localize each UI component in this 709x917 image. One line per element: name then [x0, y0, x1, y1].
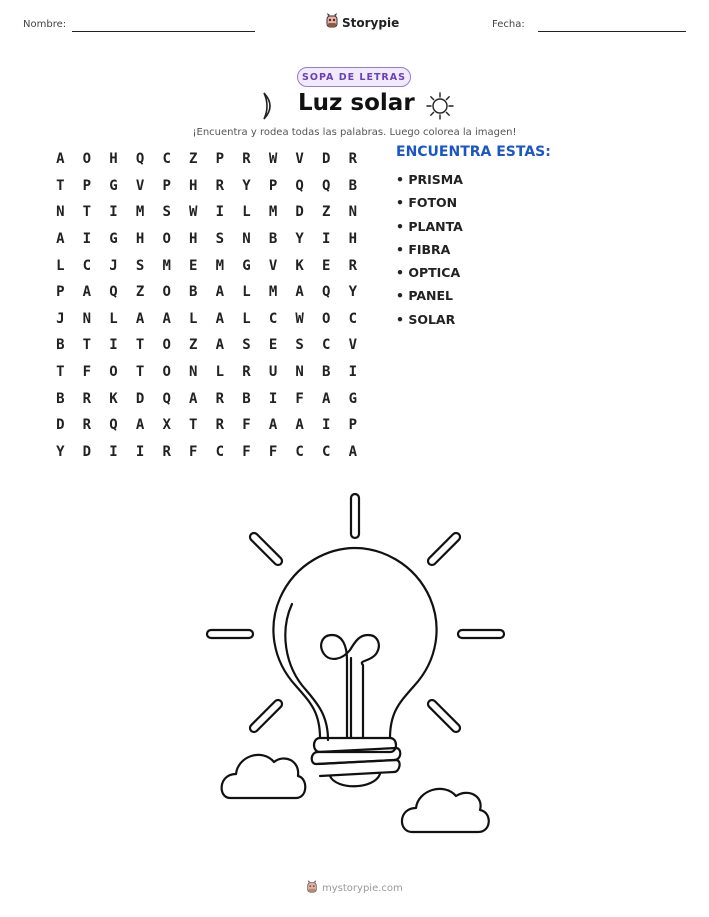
grid-letter[interactable]: W [295, 310, 304, 327]
grid-letter[interactable]: I [348, 364, 358, 381]
grid-letter[interactable]: L [215, 364, 225, 381]
grid-letter[interactable]: C [322, 337, 331, 354]
grid-letter[interactable]: V [268, 257, 278, 274]
grid-letter[interactable]: P [82, 177, 92, 194]
grid-letter[interactable]: A [268, 417, 278, 434]
grid-row [47, 146, 366, 173]
grid-letter[interactable]: R [348, 257, 358, 274]
grid-letter[interactable]: A [295, 284, 304, 301]
word-item: • PANEL [396, 288, 453, 304]
grid-letter[interactable]: A [135, 310, 145, 327]
letter-grid [47, 146, 366, 465]
grid-letter[interactable]: O [162, 364, 171, 381]
grid-letter[interactable]: B [268, 231, 278, 248]
grid-letter[interactable]: C [268, 310, 278, 327]
grid-letter[interactable]: C [322, 443, 331, 460]
grid-letter[interactable]: F [242, 417, 251, 434]
grid-letter[interactable]: K [295, 257, 304, 274]
grid-letter[interactable]: T [82, 204, 92, 221]
grid-letter[interactable]: L [109, 310, 118, 327]
grid-letter[interactable]: I [215, 204, 225, 221]
word-list-heading: ENCUENTRA ESTAS: [396, 144, 551, 160]
grid-letter[interactable]: I [268, 390, 278, 407]
grid-letter[interactable]: R [215, 390, 225, 407]
grid-letter[interactable]: S [162, 204, 171, 221]
grid-letter[interactable]: D [295, 204, 304, 221]
name-line[interactable] [72, 31, 255, 32]
grid-letter[interactable]: F [189, 443, 198, 460]
grid-row [47, 173, 366, 200]
grid-letter[interactable]: X [162, 417, 171, 434]
grid-letter[interactable]: B [189, 284, 198, 301]
grid-letter[interactable]: E [268, 337, 278, 354]
grid-letter[interactable]: U [268, 364, 278, 381]
grid-letter[interactable]: Z [189, 337, 198, 354]
grid-letter[interactable]: V [295, 151, 304, 168]
grid-row [47, 412, 366, 439]
grid-letter[interactable]: R [162, 443, 171, 460]
grid-letter[interactable]: Z [189, 151, 198, 168]
grid-row [47, 332, 366, 359]
grid-letter[interactable]: S [215, 231, 225, 248]
grid-letter[interactable]: A [189, 390, 198, 407]
grid-letter[interactable]: N [56, 204, 65, 221]
grid-letter[interactable]: A [162, 310, 171, 327]
word-item: • FIBRA [396, 241, 451, 257]
grid-letter[interactable]: Q [162, 390, 171, 407]
grid-letter[interactable]: W [189, 204, 198, 221]
grid-letter[interactable]: N [295, 364, 304, 381]
grid-letter[interactable]: B [348, 177, 358, 194]
grid-letter[interactable]: O [322, 310, 331, 327]
moon-icon [261, 91, 277, 125]
grid-letter[interactable]: I [82, 231, 92, 248]
grid-row [47, 439, 366, 466]
grid-letter[interactable]: C [295, 443, 304, 460]
grid-letter[interactable]: Q [322, 284, 331, 301]
grid-letter[interactable]: M [135, 204, 145, 221]
grid-letter[interactable]: R [215, 177, 225, 194]
name-label: Nombre: [23, 19, 67, 30]
sun-icon [425, 91, 455, 125]
grid-letter[interactable]: R [242, 364, 251, 381]
grid-letter[interactable]: Z [135, 284, 145, 301]
grid-letter[interactable]: C [162, 151, 171, 168]
grid-letter[interactable]: A [322, 390, 331, 407]
grid-letter[interactable]: L [189, 310, 198, 327]
grid-letter[interactable]: K [109, 390, 118, 407]
grid-letter[interactable]: R [82, 390, 92, 407]
grid-letter[interactable]: L [242, 204, 251, 221]
grid-letter[interactable]: B [322, 364, 331, 381]
grid-letter[interactable]: E [189, 257, 198, 274]
grid-letter[interactable]: E [322, 257, 331, 274]
grid-letter[interactable]: I [109, 204, 118, 221]
grid-letter[interactable]: V [348, 337, 358, 354]
grid-letter[interactable]: C [82, 257, 92, 274]
grid-letter[interactable]: H [189, 177, 198, 194]
word-item: • OPTICA [396, 265, 461, 281]
grid-letter[interactable]: H [348, 231, 358, 248]
grid-letter[interactable]: T [135, 364, 145, 381]
grid-letter[interactable]: N [82, 310, 92, 327]
grid-letter[interactable]: B [242, 390, 251, 407]
grid-letter[interactable]: S [135, 257, 145, 274]
grid-letter[interactable]: C [348, 310, 358, 327]
brand [325, 13, 399, 33]
grid-letter[interactable]: L [242, 284, 251, 301]
grid-letter[interactable]: T [135, 337, 145, 354]
grid-letter[interactable]: B [56, 390, 65, 407]
grid-letter[interactable]: B [56, 337, 65, 354]
lightbulb-illustration [200, 490, 510, 844]
grid-letter[interactable]: F [295, 390, 304, 407]
grid-letter[interactable]: I [322, 417, 331, 434]
grid-letter[interactable]: N [242, 231, 251, 248]
grid-letter[interactable]: V [135, 177, 145, 194]
date-line[interactable] [538, 31, 686, 32]
grid-letter[interactable]: D [322, 151, 331, 168]
word-item: • PLANTA [396, 218, 463, 234]
grid-letter[interactable]: A [215, 284, 225, 301]
footer [306, 879, 403, 898]
grid-letter[interactable]: L [242, 310, 251, 327]
grid-letter[interactable]: Y [242, 177, 251, 194]
grid-row [47, 306, 366, 333]
grid-letter[interactable]: R [215, 417, 225, 434]
grid-letter[interactable]: H [109, 151, 118, 168]
grid-row [47, 252, 366, 279]
grid-letter[interactable]: G [109, 231, 118, 248]
grid-row [47, 226, 366, 253]
grid-letter[interactable]: G [348, 390, 358, 407]
grid-letter[interactable]: T [56, 177, 65, 194]
grid-letter[interactable]: W [268, 151, 278, 168]
grid-letter[interactable]: P [162, 177, 171, 194]
grid-letter[interactable]: N [348, 204, 358, 221]
grid-letter[interactable]: H [189, 231, 198, 248]
grid-letter[interactable]: A [56, 231, 65, 248]
grid-letter[interactable]: R [242, 151, 251, 168]
grid-letter[interactable]: O [162, 284, 171, 301]
word-list [396, 144, 551, 331]
grid-letter[interactable]: R [348, 151, 358, 168]
grid-letter[interactable]: M [215, 257, 225, 274]
word-item: • SOLAR [396, 311, 456, 327]
grid-row [47, 359, 366, 386]
grid-letter[interactable]: C [215, 443, 225, 460]
grid-letter[interactable]: I [322, 231, 331, 248]
grid-letter[interactable]: G [242, 257, 251, 274]
word-item: • PRISMA [396, 172, 463, 187]
grid-letter[interactable]: Q [135, 151, 145, 168]
grid-letter[interactable]: D [82, 443, 92, 460]
grid-letter[interactable]: Y [348, 284, 358, 301]
date-label: Fecha: [492, 19, 525, 30]
grid-letter[interactable]: H [135, 231, 145, 248]
grid-letter[interactable]: S [242, 337, 251, 354]
brand-name: Storypie [342, 16, 400, 30]
grid-letter[interactable]: S [295, 337, 304, 354]
grid-letter[interactable]: M [268, 204, 278, 221]
grid-letter[interactable]: O [162, 337, 171, 354]
grid-row [47, 199, 366, 226]
grid-letter[interactable]: I [109, 443, 118, 460]
grid-letter[interactable]: M [268, 284, 278, 301]
grid-row [47, 385, 366, 412]
grid-letter[interactable]: G [109, 177, 118, 194]
grid-letter[interactable]: Q [109, 284, 118, 301]
grid-letter[interactable]: A [215, 337, 225, 354]
grid-letter[interactable]: T [56, 364, 65, 381]
grid-letter[interactable]: I [135, 443, 145, 460]
grid-letter[interactable]: J [109, 257, 118, 274]
grid-letter[interactable]: Q [295, 177, 304, 194]
grid-letter[interactable]: A [295, 417, 304, 434]
grid-letter[interactable]: M [162, 257, 171, 274]
grid-letter[interactable]: Q [109, 417, 118, 434]
grid-letter[interactable]: T [82, 337, 92, 354]
grid-letter[interactable]: T [189, 417, 198, 434]
instructions: ¡Encuentra y rodea todas las palabras. Luego colorea la imagen! [192, 127, 517, 138]
grid-letter[interactable]: F [242, 443, 251, 460]
grid-letter[interactable]: D [135, 390, 145, 407]
grid-letter[interactable]: A [56, 151, 65, 168]
grid-letter[interactable]: Y [56, 443, 65, 460]
grid-letter[interactable]: F [82, 364, 92, 381]
footer-url[interactable]: mystorypie.com [322, 883, 403, 894]
grid-letter[interactable]: O [162, 231, 171, 248]
grid-letter[interactable]: A [348, 443, 358, 460]
grid-letter[interactable]: O [109, 364, 118, 381]
grid-letter[interactable]: Q [322, 177, 331, 194]
grid-letter[interactable]: D [56, 417, 65, 434]
grid-letter[interactable]: I [109, 337, 118, 354]
word-item: • FOTON [396, 195, 458, 211]
grid-letter[interactable]: O [82, 151, 92, 168]
page-title: Luz solar [298, 90, 415, 116]
grid-letter[interactable]: R [82, 417, 92, 434]
grid-letter[interactable]: J [56, 310, 65, 327]
grid-row [47, 279, 366, 306]
grid-letter[interactable]: A [82, 284, 92, 301]
grid-letter[interactable]: F [268, 443, 278, 460]
activity-badge: SOPA DE LETRAS [297, 67, 411, 87]
storypie-logo-icon [325, 13, 339, 33]
grid-letter[interactable]: L [56, 257, 65, 274]
grid-letter[interactable]: P [268, 177, 278, 194]
grid-letter[interactable]: Y [295, 231, 304, 248]
grid-letter[interactable]: P [56, 284, 65, 301]
storypie-logo-icon [306, 879, 318, 898]
grid-letter[interactable]: A [215, 310, 225, 327]
grid-letter[interactable]: P [215, 151, 225, 168]
grid-letter[interactable]: Z [322, 204, 331, 221]
grid-letter[interactable]: N [189, 364, 198, 381]
grid-letter[interactable]: P [348, 417, 358, 434]
grid-letter[interactable]: A [135, 417, 145, 434]
